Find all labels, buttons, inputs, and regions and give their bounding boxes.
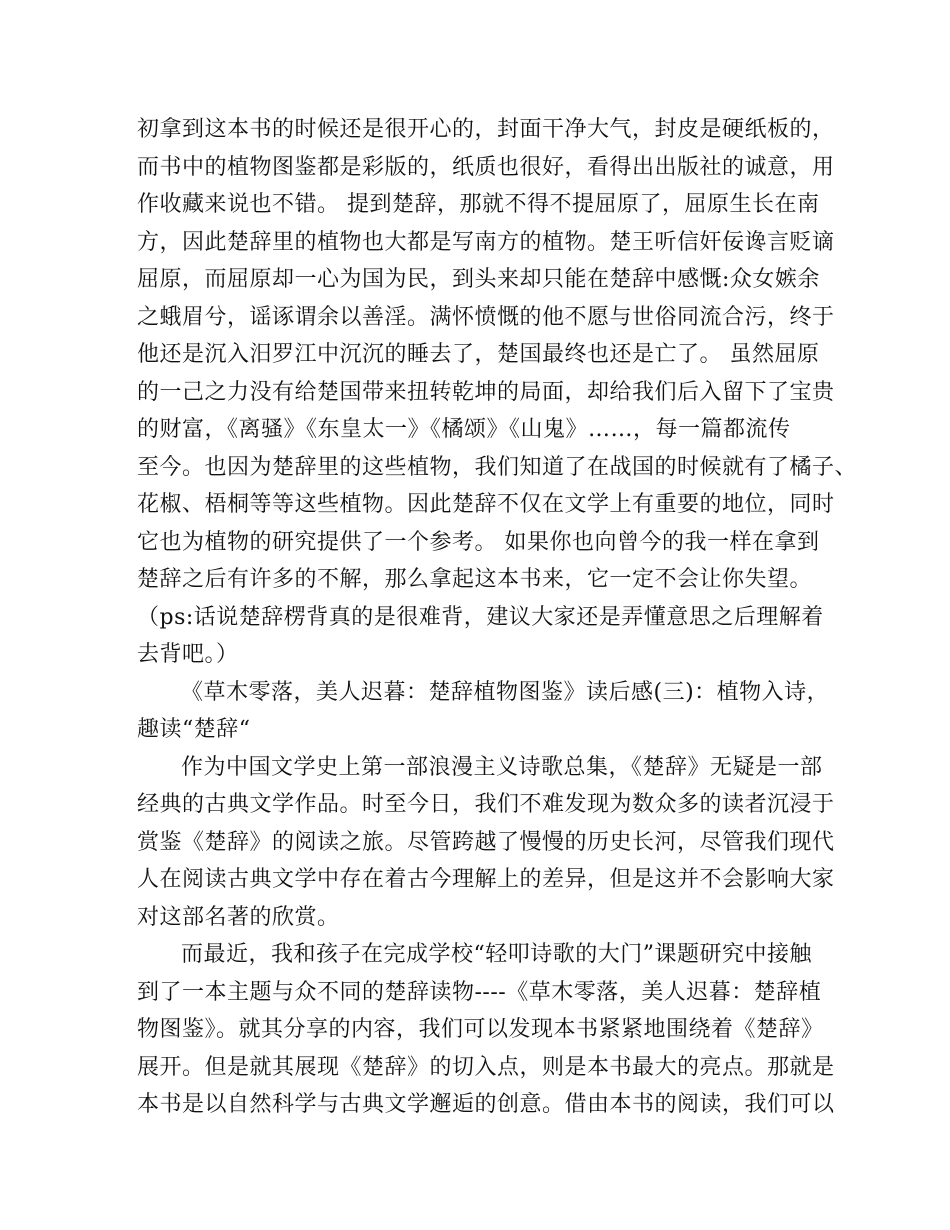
text-line: 赏鉴《楚辞》的阅读之旅。尽管跨越了慢慢的历史长河，尽管我们现代 <box>137 830 835 855</box>
text-line: 作为中国文学史上第一部浪漫主义诗歌总集，《楚辞》无疑是一部 <box>181 755 823 780</box>
text-line: 对这部名著的欣赏。 <box>137 905 340 930</box>
section-heading: 《草木零落，美人迟暮：楚辞植物图鉴》读后感(三)：植物入诗， <box>181 680 830 705</box>
text-line: 展开。但是就其展现《楚辞》的切入点，则是本书最大的亮点。那就是 <box>137 1055 835 1080</box>
text-line: 它也为植物的研究提供了一个参考。 如果你也向曾今的我一样在拿到 <box>137 530 820 555</box>
section-heading: 趣读“楚辞“ <box>137 717 251 742</box>
text-line: 本书是以自然科学与古典文学邂逅的创意。借由本书的阅读，我们可以 <box>137 1092 835 1117</box>
text-line: 至今。也因为楚辞里的这些植物，我们知道了在战国的时候就有了橘子、 <box>137 455 858 480</box>
text-line: 人在阅读古典文学中存在着古今理解上的差异，但是这并不会影响大家 <box>137 867 835 892</box>
text-line: 而书中的植物图鉴都是彩版的，纸质也很好，看得出出版社的诚意，用 <box>137 155 835 180</box>
text-line: 屈原，而屈原却一心为国为民，到头来却只能在楚辞中感慨:众女嫉余 <box>137 267 820 292</box>
text-line: 物图鉴》。就其分享的内容，我们可以发现本书紧紧地围绕着《楚辞》 <box>137 1017 824 1042</box>
text-line: 而最近，我和孩子在完成学校“轻叩诗歌的大门”课题研究中接触 <box>181 942 812 967</box>
text-line: 初拿到这本书的时候还是很开心的，封面干净大气，封皮是硬纸板的， <box>137 117 835 142</box>
text-line: 去背吧。） <box>137 642 239 667</box>
text-line: 他还是沉入汨罗江中沉沉的睡去了，楚国最终也还是亡了。 虽然屈原 <box>137 342 820 367</box>
text-line: （ps:话说楚辞楞背真的是很难背，建议大家还是弄懂意思之后理解着 <box>137 605 824 630</box>
text-line: 之蛾眉兮，谣诼谓余以善淫。满怀愤慨的他不愿与世俗同流合污，终于 <box>137 305 835 330</box>
text-line: 到了一本主题与众不同的楚辞读物----《草木零落，美人迟暮：楚辞植 <box>137 980 822 1005</box>
text-line: 经典的古典文学作品。时至今日，我们不难发现为数众多的读者沉浸于 <box>137 792 835 817</box>
text-line: 方，因此楚辞里的植物也大都是写南方的植物。楚王听信奸佞谗言贬谪 <box>137 230 835 255</box>
text-line: 楚辞之后有许多的不解，那么拿起这本书来，它一定不会让你失望。 <box>137 567 813 592</box>
text-line: 作收藏来说也不错。 提到楚辞，那就不得不提屈原了，屈原生长在南 <box>137 192 820 217</box>
text-line: 花椒、梧桐等等这些植物。因此楚辞不仅在文学上有重要的地位，同时 <box>137 492 835 517</box>
text-line: 的财富，《离骚》《东皇太一》《橘颂》《山鬼》……，每一篇都流传 <box>137 417 791 442</box>
text-line: 的一己之力没有给楚国带来扭转乾坤的局面，却给我们后入留下了宝贵 <box>137 380 835 405</box>
